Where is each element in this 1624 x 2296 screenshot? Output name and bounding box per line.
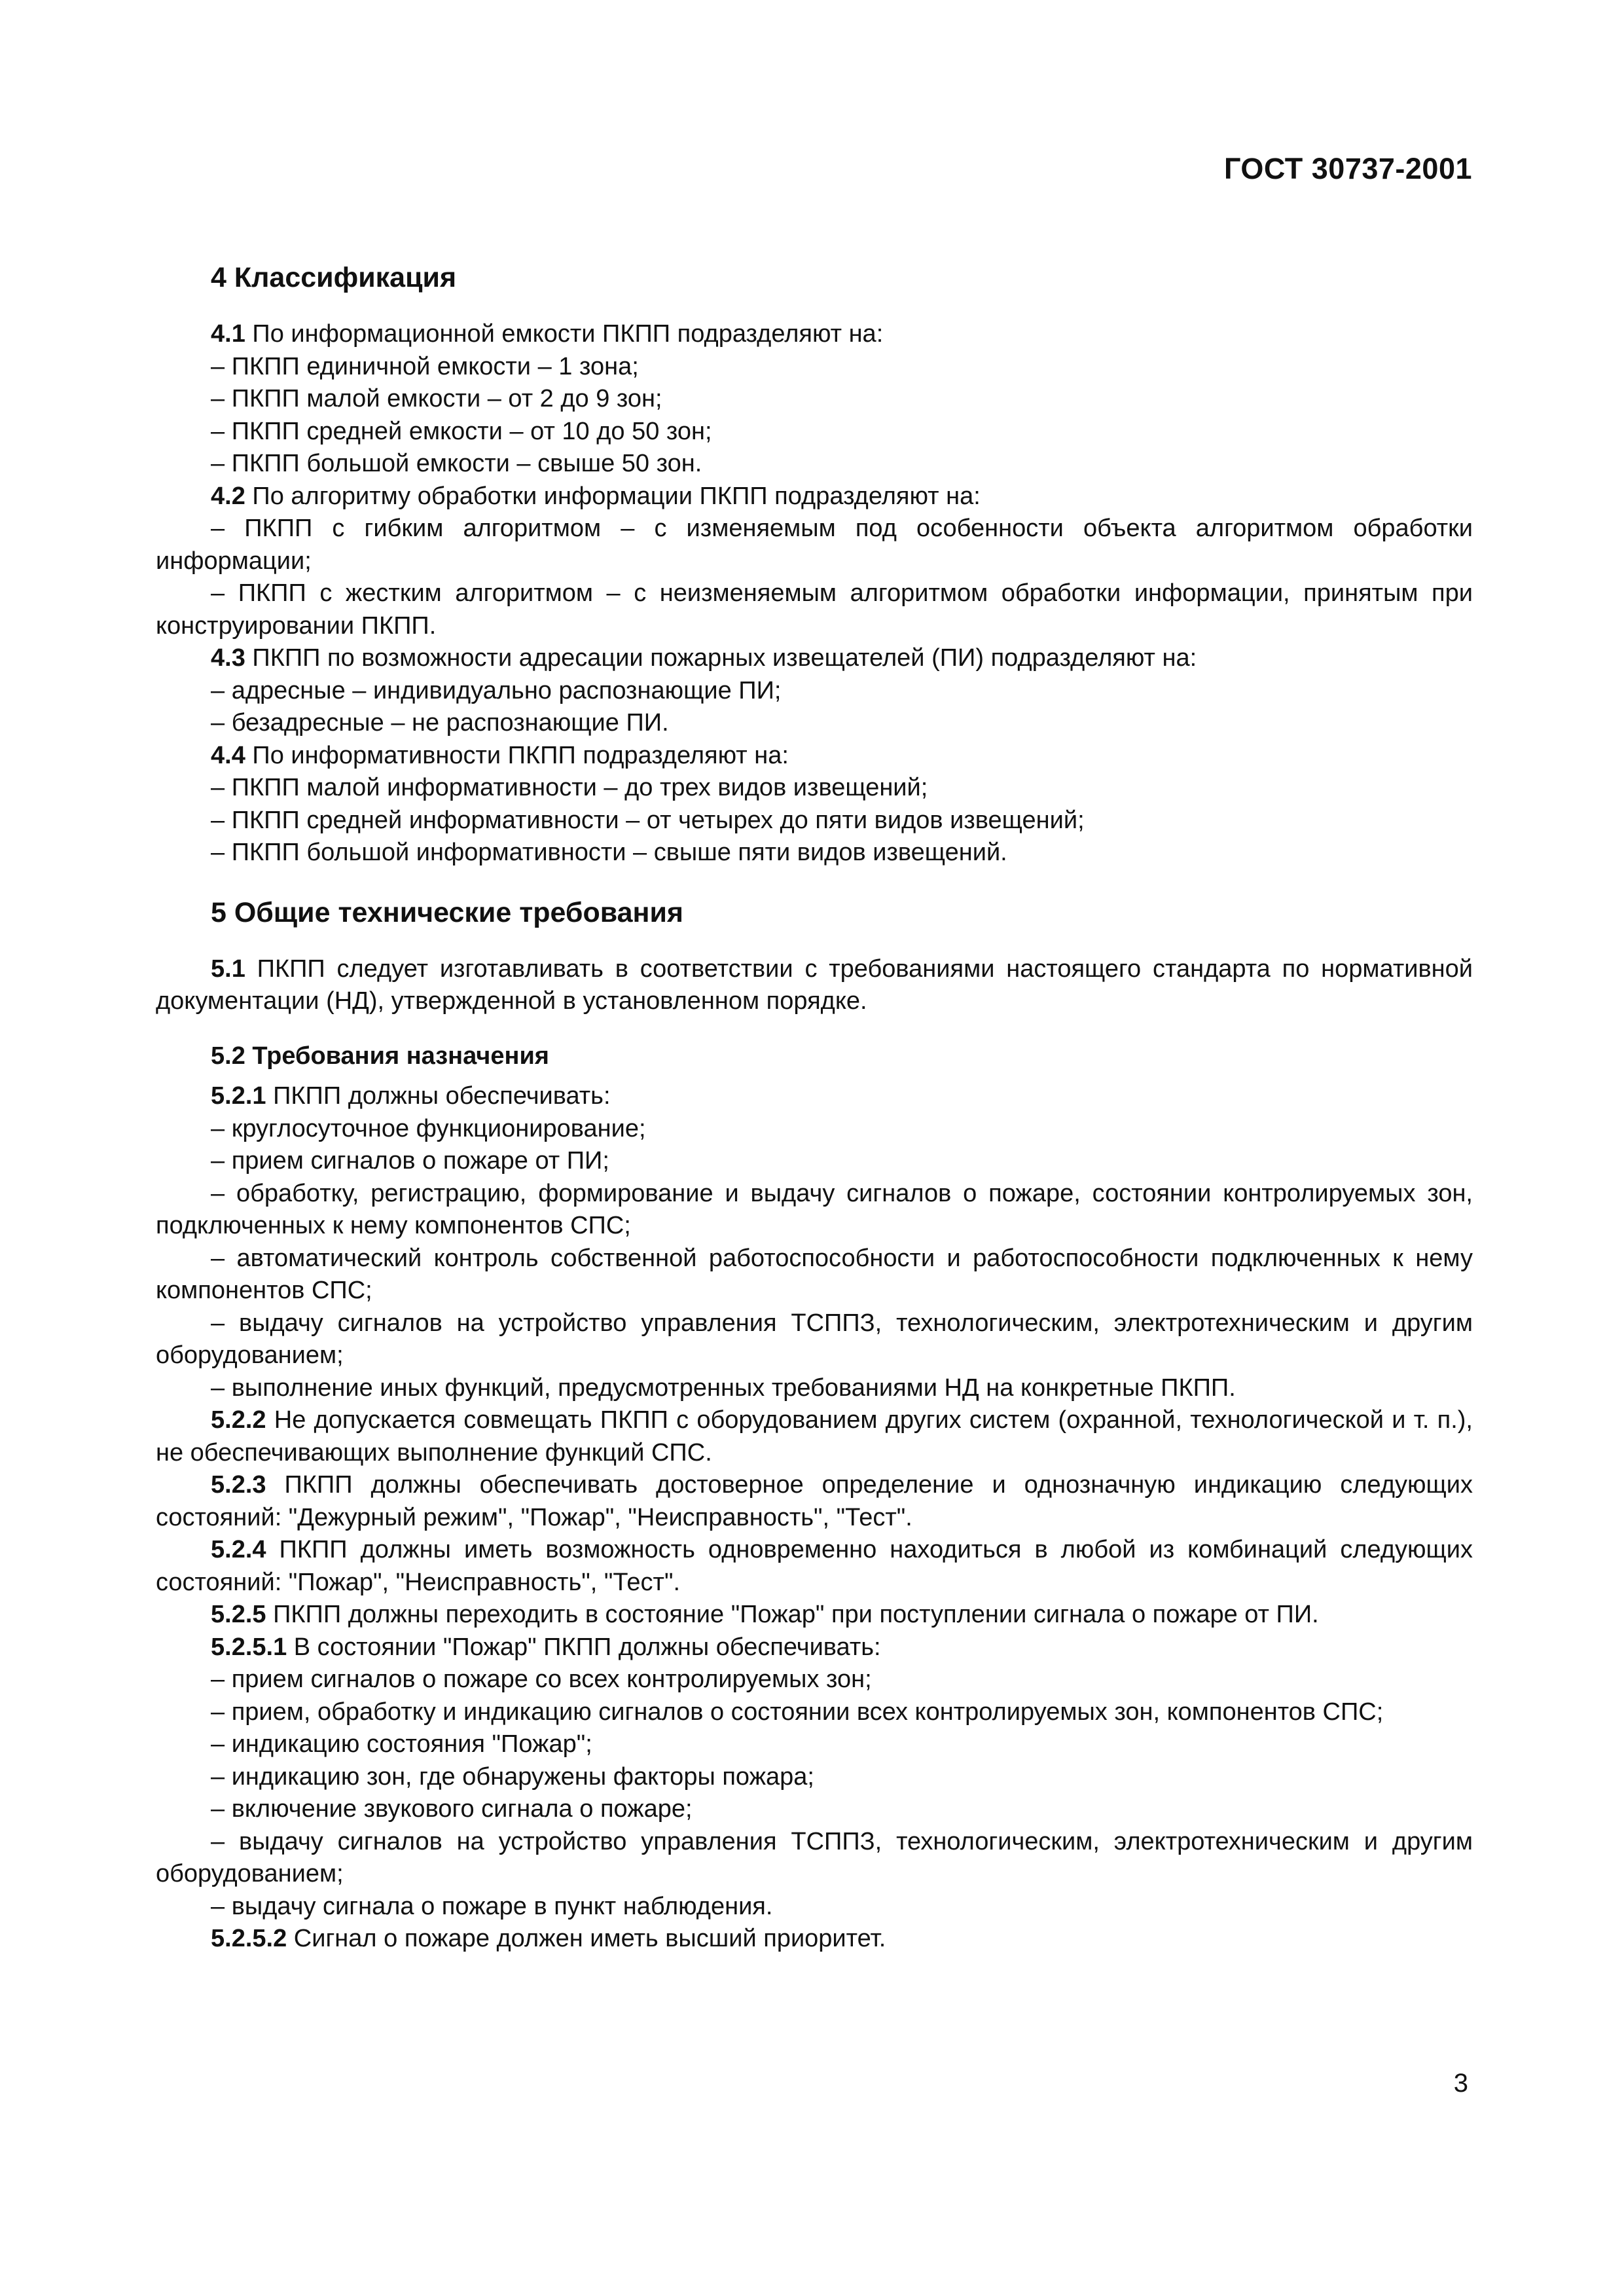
standard-code: ГОСТ 30737-2001 <box>1223 152 1472 185</box>
clause-number: 5.2.1 <box>211 1082 266 1110</box>
clause-text: По алгоритму обработки информации ПКПП подразделяют на: <box>245 482 981 510</box>
clause-5-2-5 <box>156 1599 1473 1631</box>
clause-number: 5.2.5.1 <box>211 1633 287 1661</box>
clause-text: В состоянии "Пожар" ПКПП должны обеспечивать: <box>287 1633 881 1661</box>
clause-text: ПКПП должны обеспечивать: <box>266 1082 611 1110</box>
list-item: – ПКПП малой информативности – до трех видов извещений; <box>211 774 928 801</box>
clause-number: 4.4 <box>211 741 245 769</box>
clause-text: ПКПП должны переходить в состояние "Пожар" при поступлении сигнала о пожаре от ПИ. <box>266 1601 1319 1628</box>
clause-5-1 <box>156 953 1473 1018</box>
clause-text: ПКПП по возможности адресации пожарных извещателей (ПИ) подразделяют на: <box>245 644 1197 672</box>
clause-number: 4.3 <box>211 644 245 672</box>
list-item: – выполнение иных функций, предусмотренных требованиями НД на конкретные ПКПП. <box>211 1374 1236 1402</box>
subsection-5-2-heading: 5.2 Требования назначения <box>211 1042 549 1070</box>
clause-4-3 <box>156 642 1473 675</box>
list-item: – ПКПП с жестким алгоритмом – с неизменяемым алгоритмом обработки информации, принятым при конструировании ПКПП. <box>156 579 1473 640</box>
list-item: – выдачу сигналов на устройство управления ТСППЗ, технологическим, электротехническим и другим оборудованием; <box>156 1827 1473 1887</box>
clause-5-2-2 <box>156 1404 1473 1469</box>
clause-text: По информативности ПКПП подразделяют на: <box>245 741 789 769</box>
list-item: – выдачу сигналов на устройство управления ТСППЗ, технологическим, электротехническим и другим оборудованием; <box>156 1309 1473 1369</box>
clause-number: 5.1 <box>211 955 245 983</box>
clause-number: 5.2.5.2 <box>211 1925 287 1952</box>
clause-4-4 <box>156 740 1473 773</box>
list-item: – выдачу сигнала о пожаре в пункт наблюдения. <box>211 1892 773 1920</box>
list-item: – ПКПП средней емкости – от 10 до 50 зон; <box>211 417 712 445</box>
section-4-heading: 4 Классификация <box>211 262 457 293</box>
list-item: – ПКПП малой емкости – от 2 до 9 зон; <box>211 385 662 412</box>
clause-text: ПКПП следует изготавливать в соответствии с требованиями настоящего стандарта по нормативной документации (НД), утвержденной в установленном порядке. <box>156 955 1473 1015</box>
clause-5-2-1 <box>156 1080 1473 1113</box>
clause-4-2 <box>156 481 1473 513</box>
clause-text: Не допускается совмещать ПКПП с оборудованием других систем (охранной, технологической и т. п.), не обеспечивающих выполнение функций СПС. <box>156 1406 1473 1467</box>
list-item: – прием сигналов о пожаре со всех контролируемых зон; <box>211 1666 872 1693</box>
clause-number: 5.2.2 <box>211 1406 266 1434</box>
clause-5-2-3 <box>156 1469 1473 1534</box>
clause-4-1 <box>156 318 1473 351</box>
list-item: – ПКПП с гибким алгоритмом – с изменяемым под особенности объекта алгоритмом обработки информации; <box>156 515 1473 575</box>
list-item: – автоматический контроль собственной работоспособности и работоспособности подключенных к нему компонентов СПС; <box>156 1244 1473 1304</box>
list-item: – включение звукового сигнала о пожаре; <box>211 1795 693 1823</box>
list-item: – обработку, регистрацию, формирование и выдачу сигналов о пожаре, состоянии контролируемых зон, подключенных к нему компонентов СПС; <box>156 1179 1473 1239</box>
clause-number: 4.1 <box>211 320 245 348</box>
list-item: – ПКПП единичной емкости – 1 зона; <box>211 352 639 380</box>
clause-number: 5.2.4 <box>211 1536 266 1563</box>
list-item: – прием сигналов о пожаре от ПИ; <box>211 1147 609 1175</box>
clause-5-2-5-1 <box>156 1631 1473 1664</box>
section-5-heading: 5 Общие технические требования <box>211 896 683 928</box>
clause-5-2-4 <box>156 1534 1473 1599</box>
list-item: – адресные – индивидуально распознающие ПИ; <box>211 676 782 704</box>
list-item: – прием, обработку и индикацию сигналов о состоянии всех контролируемых зон, компонентов СПС; <box>211 1698 1384 1726</box>
clause-number: 5.2.5 <box>211 1601 266 1628</box>
list-item: – ПКПП средней информативности – от четырех до пяти видов извещений; <box>211 806 1085 834</box>
clause-number: 4.2 <box>211 482 245 510</box>
list-item: – круглосуточное функционирование; <box>211 1114 646 1142</box>
clause-text: Сигнал о пожаре должен иметь высший приоритет. <box>287 1925 886 1952</box>
clause-number: 5.2.3 <box>211 1471 266 1499</box>
list-item: – безадресные – не распознающие ПИ. <box>211 709 669 737</box>
clause-text: ПКПП должны иметь возможность одновременно находиться в любой из комбинаций следующих состояний: "Пожар", "Неисправность", "Тест". <box>156 1536 1473 1596</box>
page-content <box>156 261 1473 1956</box>
list-item: – ПКПП большой емкости – свыше 50 зон. <box>211 450 702 477</box>
list-item: – ПКПП большой информативности – свыше пяти видов извещений. <box>211 839 1007 866</box>
list-item: – индикацию зон, где обнаружены факторы пожара; <box>211 1762 814 1791</box>
clause-text: По информационной емкости ПКПП подразделяют на: <box>245 320 884 348</box>
clause-5-2-5-2 <box>156 1923 1473 1956</box>
list-item: – индикацию состояния "Пожар"; <box>211 1730 592 1758</box>
clause-text: ПКПП должны обеспечивать достоверное определение и однозначную индикацию следующих состояний: "Дежурный режим", "Пожар", "Неисправность", "Тест". <box>156 1471 1473 1531</box>
page-number: 3 <box>1453 2069 1468 2098</box>
